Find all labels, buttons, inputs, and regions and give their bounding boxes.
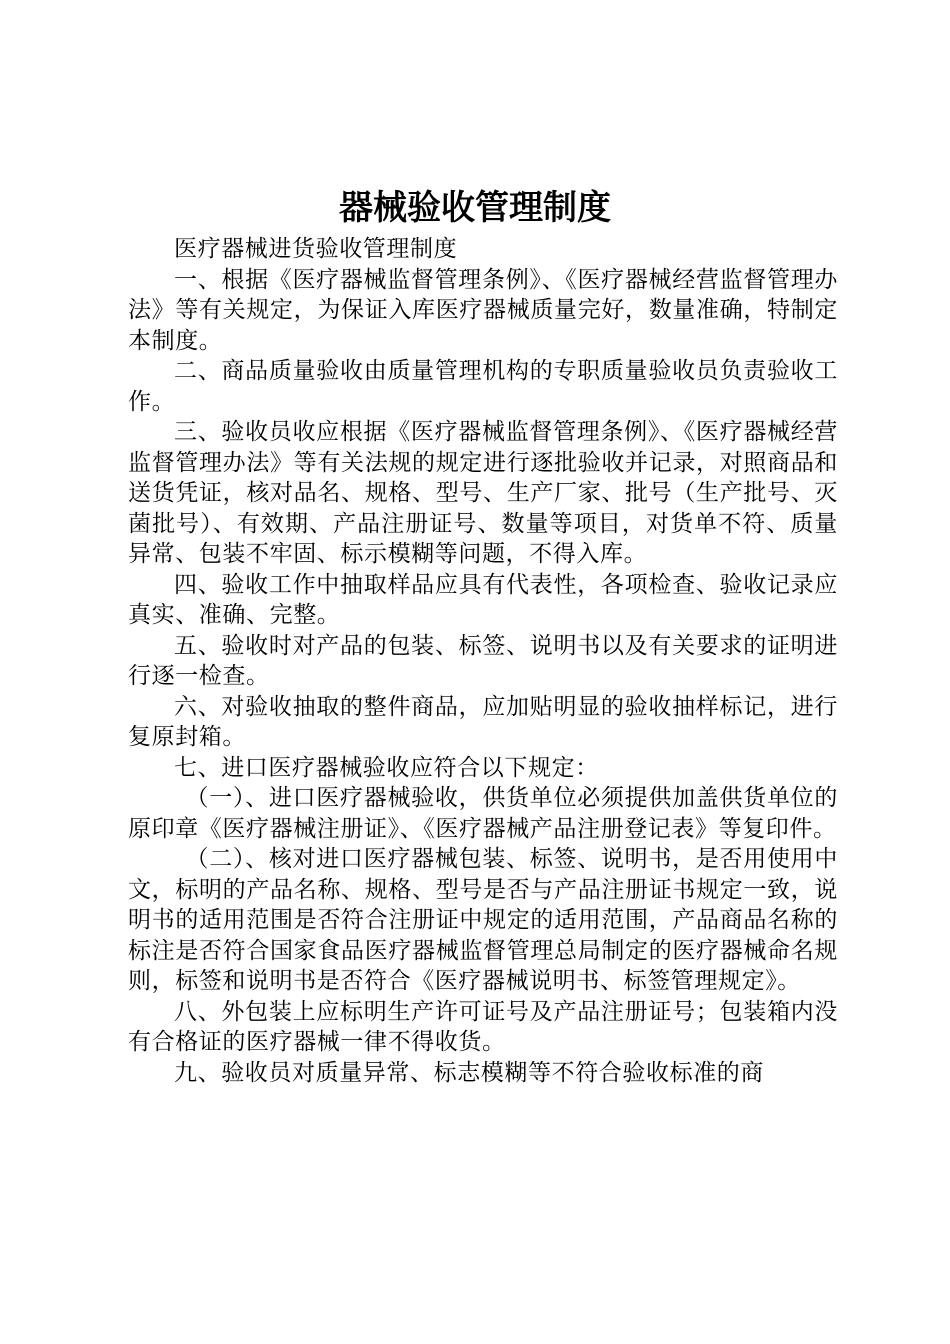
paragraph-item-3: 三、验收员收应根据《医疗器械监督管理条例》、《医疗器械经营监督管理办法》等有关法规的规定进行逐批验收并记录，对照商品和送货凭证，核对品名、规格、型号、生产厂家、批号（生产批号、灭菌批号）、有效期、产品注册证号、数量等项目，对货单不符、质量异常、包装不牢固、标示模糊等问题，不得入库。 xyxy=(128,419,838,567)
paragraph-subitem-1: （一）、进口医疗器械验收，供货单位必须提供加盖供货单位的原印章《医疗器械注册证》、《医疗器械产品注册登记表》等复印件。 xyxy=(128,785,838,842)
paragraph-item-4: 四、验收工作中抽取样品应具有代表性，各项检查、验收记录应真实、准确、完整。 xyxy=(128,571,838,628)
paragraph-item-6: 六、对验收抽取的整件商品，应加贴明显的验收抽样标记，进行复原封箱。 xyxy=(128,693,838,750)
paragraph-item-1: 一、根据《医疗器械监督管理条例》、《医疗器械经营监督管理办法》等有关规定，为保证入库医疗器械质量完好，数量准确，特制定本制度。 xyxy=(128,266,838,354)
paragraph-subitem-2: （二）、核对进口医疗器械包装、标签、说明书，是否用使用中文，标明的产品名称、规格、型号是否与产品注册证书规定一致，说明书的适用范围是否符合注册证中规定的适用范围，产品商品名称的标注是否符合国家食品医疗器械监督管理总局制定的医疗器械命名规则，标签和说明书是否符合《医疗器械说明书、标签管理规定》。 xyxy=(128,846,838,994)
paragraph-item-8: 八、外包装上应标明生产许可证号及产品注册证号；包装箱内没有合格证的医疗器械一律不得收货。 xyxy=(128,998,838,1055)
paragraph-item-7: 七、进口医疗器械验收应符合以下规定： xyxy=(174,754,599,781)
paragraph-subtitle: 医疗器械进货验收管理制度 xyxy=(174,236,458,262)
document-title: 器械验收管理制度 xyxy=(339,188,611,228)
paragraph-item-5: 五、验收时对产品的包装、标签、说明书以及有关要求的证明进行逐一检查。 xyxy=(128,632,838,689)
paragraph-item-9: 九、验收员对质量异常、标志模糊等不符合验收标准的商 xyxy=(174,1059,764,1086)
paragraph-item-2: 二、商品质量验收由质量管理机构的专职质量验收员负责验收工作。 xyxy=(128,358,838,415)
document-body xyxy=(128,234,838,1088)
